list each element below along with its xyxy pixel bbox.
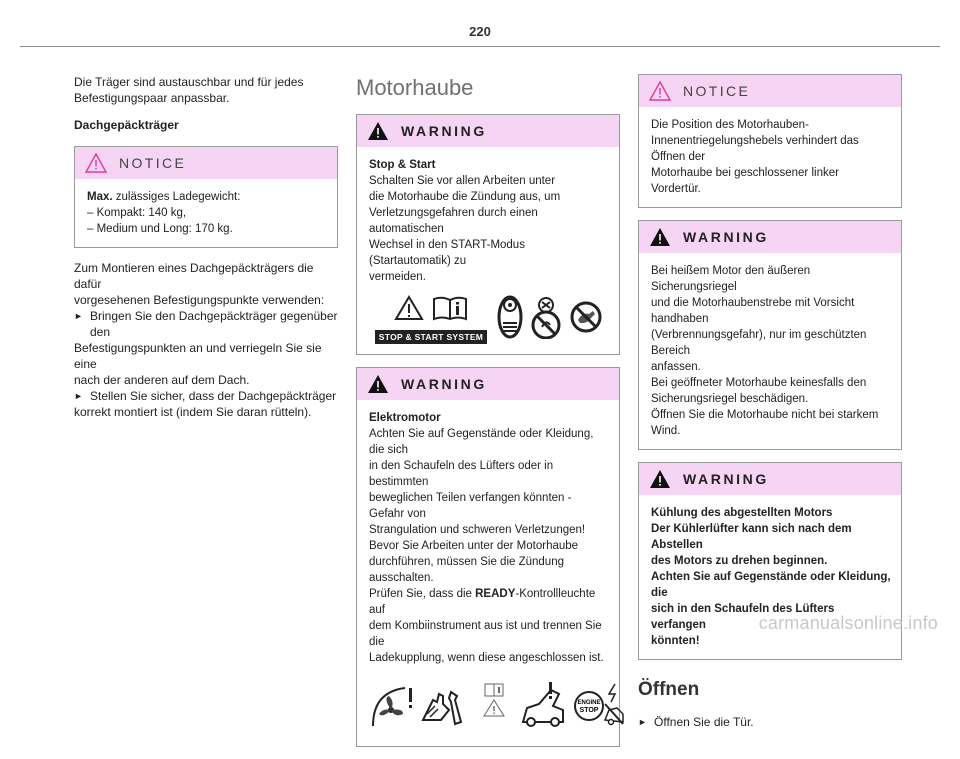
notice-header [639,75,901,107]
ready-pre: Prüfen Sie, dass die [369,588,476,600]
notice-header [75,147,337,179]
max-text: zulässiges Ladegewicht: [112,191,241,203]
ready-line [369,586,609,618]
step-item [74,388,338,404]
warning-line: durchführen, müssen Sie die Zündung ausschalten. [369,556,564,584]
warning-triangle-icon [367,374,389,394]
notice-box-hood-lever [638,74,902,208]
warning-line: Der Kühlerlüfter kann sich nach dem Abstellen [651,523,852,551]
arrow-right-icon: ► [74,391,83,401]
intro-line: Die Träger sind austauschbar und für jedes [74,75,304,89]
warning-header [639,221,901,253]
warning-line: dem Kombiinstrument aus ist und trennen Sie die [369,620,602,648]
warning-title: WARNING [683,229,769,245]
step-line: korrekt montiert ist (indem Sie daran rütteln). [74,405,312,419]
warning-line: Bei geöffneter Motorhaube keinesfalls den [651,377,867,389]
warning-triangle-icon [649,227,671,247]
step-line: Bringen Sie den Dachgepäckträger gegenüber den [90,309,338,339]
open-heading: Öffnen [638,679,700,700]
notice-line: Innenentriegelungshebels verhindert das Öffnen der [651,135,859,163]
warning-line: die Motorhaube die Zündung aus, um [369,191,561,203]
notice-title: NOTICE [683,83,751,99]
stop-start-label: STOP & START SYSTEM [375,330,487,344]
engine-stop-top: ENGINE [577,700,601,706]
warning-title: WARNING [401,376,487,392]
warning-line: Ladekupplung, wenn diese angeschlossen ist. [369,652,604,664]
engine-hood-icon [519,678,567,732]
notice-triangle-icon [649,81,671,101]
notice-body [639,107,901,207]
notice-box-load [74,146,338,248]
max-load-line [87,189,327,205]
watermark: carmanualsonline.info [758,613,938,633]
page-number: 220 [469,24,491,39]
warning-header [357,115,619,147]
tie-icon [469,678,517,732]
warning-line: Bei heißem Motor den äußeren Sicherungsriegel [651,265,811,293]
warning-line: Sicherungsriegel beschädigen. [651,393,809,405]
notice-line: Die Position des Motorhauben- [651,119,809,131]
stop-start-sign [375,295,487,344]
warning-title: WARNING [683,471,769,487]
notice-triangle-icon [85,153,107,173]
mount-intro: Zum Montieren eines Dachgepäckträgers die dafür [74,261,314,291]
hand-glove-icon [419,678,467,732]
column-middle [356,74,620,759]
warning-header [639,463,901,495]
notice-body [75,179,337,247]
warning-line: (Verbrennungsgefahr), nur im geschützten Bereich [651,329,867,357]
ready-label: READY [475,588,516,600]
load-compact: – Kompakt: 140 kg, [87,207,187,219]
section-heading: Motorhaube [356,75,474,100]
step-item [638,714,902,730]
warning-subheading: Elektromotor [369,412,441,424]
warning-body [357,400,619,746]
warning-triangle-icon [367,121,389,141]
notice-line: Motorhaube bei geschlossener linker Vordertür. [651,167,839,195]
engine-stop-button-icon [569,678,625,732]
step-item [74,308,338,340]
load-medium-long: – Medium und Long: 170 kg. [87,223,233,235]
warning-line: Öffnen Sie die Motorhaube nicht bei starkem Wind. [651,409,879,437]
step-line: Befestigungspunkten an und verriegeln Sie sie eine [74,341,322,371]
mount-intro: vorgesehenen Befestigungspunkte verwenden: [74,293,325,307]
warning-line: Achten Sie auf Gegenstände oder Kleidung, die sich [369,428,594,456]
warning-line: vermeiden. [369,271,426,283]
warning-line: Strangulation und schweren Verletzungen! [369,524,586,536]
warning-line: Verletzungsgefahren durch einen automatischen [369,207,538,235]
warning-line: anfassen. [651,361,701,373]
electric-motor-pictograms [369,678,609,732]
warning-line: Wechsel in den START-Modus (Startautomatik) zu [369,239,525,267]
warning-box-stop-start [356,114,620,355]
warning-triangle-icon [649,469,671,489]
open-step: Öffnen Sie die Tür. [654,715,754,729]
warning-body [639,253,901,449]
warning-subheading: Stop & Start [369,159,436,171]
warning-line: in den Schaufeln des Lüfters oder in bestimmten [369,460,554,488]
warning-line: sich in den Schaufeln des Lüfters verfangen [651,603,835,631]
warning-line: Bevor Sie Arbeiten unter der Motorhaube [369,540,579,552]
warning-line: Achten Sie auf Gegenstände oder Kleidung, die [651,571,891,599]
arrow-right-icon: ► [638,717,647,727]
step-line: nach der anderen auf dem Dach. [74,373,250,387]
warning-line: beweglichen Teilen verfangen könnten - Gefahr von [369,492,572,520]
fan-icon [369,678,417,732]
column-left [74,74,338,420]
belt-pulley-icon [497,295,523,344]
arrow-right-icon: ► [74,311,83,321]
warning-header [357,368,619,400]
ready-post: -Kontrollleuchte auf [369,588,596,616]
warning-outline-icon [394,295,424,326]
step-line: Stellen Sie sicher, dass der Dachgepäckträger [90,389,337,403]
no-touch-icon [529,295,563,344]
warning-box-electric-motor [356,367,620,747]
warning-box-hot-engine [638,220,902,450]
warning-line: und die Motorhaubenstrebe mit Vorsicht handhaben [651,297,855,325]
notice-title: NOTICE [119,155,187,171]
warning-title: WARNING [401,123,487,139]
manual-book-icon [432,295,468,326]
warning-line: Kühlung des abgestellten Motors [651,507,833,519]
roof-rack-heading: Dachgepäckträger [74,118,179,132]
warning-line: könnten! [651,635,700,647]
no-hand-icon [569,300,603,339]
top-rule [20,46,940,47]
stop-start-pictograms [369,295,609,344]
warning-line: Schalten Sie vor allen Arbeiten unter [369,175,556,187]
warning-body [639,495,901,659]
engine-stop-bottom: STOP [579,707,599,714]
intro-line: Befestigungspaar anpassbar. [74,91,230,105]
warning-body [357,147,619,354]
warning-line: des Motors zu drehen beginnen. [651,555,828,567]
max-label: Max. [87,191,113,203]
